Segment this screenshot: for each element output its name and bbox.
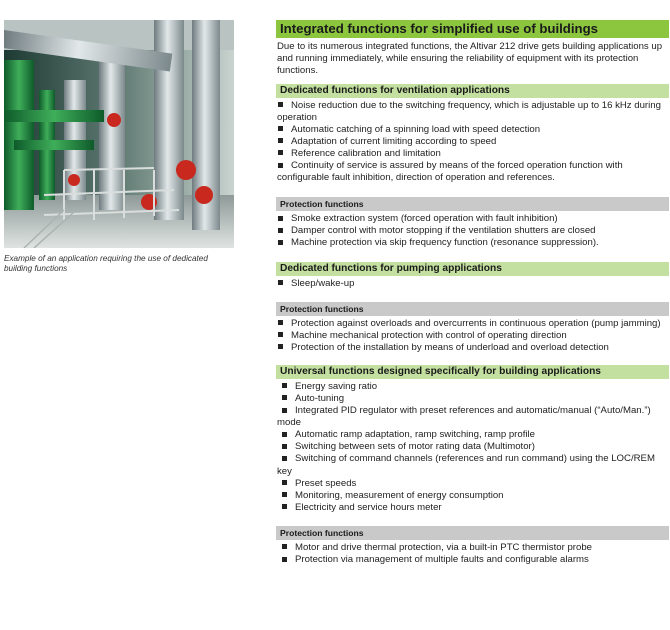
- list-item: Adaptation of current limiting according to speed: [276, 136, 669, 148]
- bullet-icon: [278, 126, 283, 131]
- list-item: Energy saving ratio: [276, 381, 669, 393]
- list-item: Electricity and service hours meter: [276, 502, 669, 514]
- intro-paragraph: Due to its numerous integrated functions, the Altivar 212 drive gets building applications up and running immediately, while ensuring the reliability of equipment with its protection functions.: [277, 41, 663, 77]
- list-item: Sleep/wake-up: [276, 278, 669, 290]
- bullet-icon: [282, 480, 287, 485]
- section-ventilation-protection: [276, 197, 669, 249]
- content-panel: [276, 20, 669, 566]
- section-title: Protection functions: [276, 197, 669, 211]
- bullet-icon: [282, 395, 287, 400]
- building-pipework-photo: [4, 20, 234, 248]
- list-item: Motor and drive thermal protection, via a built-in PTC thermistor probe: [276, 542, 669, 554]
- bullet-icon: [278, 150, 283, 155]
- photo-caption: Example of an application requiring the use of dedicated building functions: [4, 254, 208, 273]
- list-item: Switching of command channels (references and run command) using the LOC/REM key: [277, 453, 655, 477]
- bullet-icon: [278, 344, 283, 349]
- page-title: Integrated functions for simplified use of buildings: [276, 20, 669, 38]
- list-item: Integrated PID regulator with preset references and automatic/manual (“Auto/Man.”) mode: [277, 405, 651, 429]
- section-ventilation: [276, 84, 669, 185]
- section-title: Protection functions: [276, 526, 669, 540]
- list-item: Switching between sets of motor rating data (Multimotor): [276, 441, 669, 453]
- list-item: Machine mechanical protection with control of operating direction: [276, 330, 669, 342]
- bullet-icon: [278, 240, 283, 245]
- bullet-icon: [278, 102, 283, 107]
- list-item: Automatic catching of a spinning load with speed detection: [276, 124, 669, 136]
- list-item: Reference calibration and limitation: [276, 148, 669, 160]
- bullet-icon: [278, 163, 283, 168]
- section-pumping-protection: [276, 302, 669, 354]
- list-item: Damper control with motor stopping if the ventilation shutters are closed: [276, 225, 669, 237]
- bullet-icon: [282, 557, 287, 562]
- list-item: Monitoring, measurement of energy consumption: [276, 490, 669, 502]
- section-universal-protection: [276, 526, 669, 566]
- bullet-icon: [278, 138, 283, 143]
- bullet-icon: [282, 544, 287, 549]
- bullet-icon: [278, 228, 283, 233]
- bullet-icon: [278, 332, 283, 337]
- section-title: Universal functions designed specifically for building applications: [276, 365, 669, 379]
- list-item: Continuity of service is assured by means of the forced operation function with configurable fault inhibition, direction of operation and references.: [277, 160, 623, 184]
- list-item: Auto-tuning: [276, 393, 669, 405]
- pipework-image-icon: [4, 20, 234, 248]
- bullet-icon: [282, 492, 287, 497]
- section-title: Dedicated functions for ventilation applications: [276, 84, 669, 98]
- bullet-icon: [278, 216, 283, 221]
- bullet-icon: [278, 280, 283, 285]
- list-item: Machine protection via skip frequency function (resonance suppression).: [276, 237, 669, 249]
- section-title: Dedicated functions for pumping applications: [276, 262, 669, 276]
- list-item: Noise reduction due to the switching frequency, which is adjustable up to 16 kHz during operation: [277, 99, 661, 123]
- section-title: Protection functions: [276, 302, 669, 316]
- list-item: Protection against overloads and overcurrents in continuous operation (pump jamming): [276, 318, 669, 330]
- section-universal: [276, 365, 669, 514]
- list-item: Protection via management of multiple faults and configurable alarms: [276, 554, 669, 566]
- list-item: Protection of the installation by means of underload and overload detection: [276, 342, 669, 354]
- bullet-icon: [278, 320, 283, 325]
- list-item: Smoke extraction system (forced operation with fault inhibition): [276, 213, 669, 225]
- bullet-icon: [282, 504, 287, 509]
- section-pumping: [276, 262, 669, 290]
- list-item: Automatic ramp adaptation, ramp switching, ramp profile: [276, 429, 669, 441]
- bullet-icon: [282, 456, 287, 461]
- bullet-icon: [282, 383, 287, 388]
- bullet-icon: [282, 432, 287, 437]
- list-item: Preset speeds: [276, 478, 669, 490]
- bullet-icon: [282, 408, 287, 413]
- bullet-icon: [282, 444, 287, 449]
